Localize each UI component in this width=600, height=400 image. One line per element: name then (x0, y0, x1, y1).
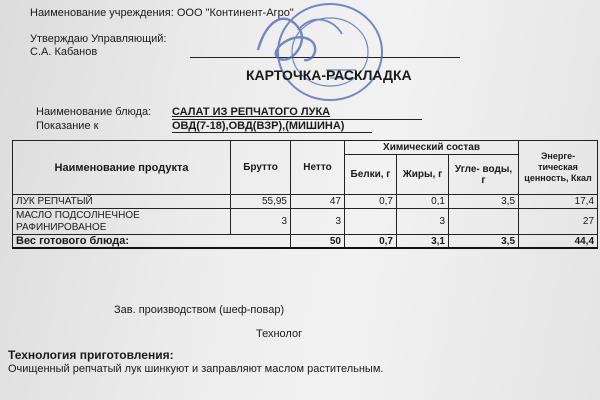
header-chem-composition: Химический состав (345, 141, 519, 155)
technologist-signature-label: Технолог (256, 328, 303, 340)
institution-line (30, 7, 294, 19)
total-energy: 44,4 (519, 235, 598, 249)
total-fat: 3,1 (397, 235, 449, 249)
table-row (13, 209, 598, 235)
institution-name: ООО "Континент-Агро" (176, 7, 294, 19)
row-carbs (449, 209, 519, 235)
row-gross: 55,95 (231, 195, 291, 209)
approver-name: С.А. Кабанов (30, 46, 98, 58)
nutrition-table (12, 140, 598, 249)
header-energy: Энерге- тическая ценность, Ккал (519, 141, 598, 195)
dish-name-label: Наименование блюда: (36, 106, 152, 118)
row-fat: 3 (397, 209, 449, 235)
approve-label: Утверждаю Управляющий: (30, 33, 167, 45)
header-fat: Жиры, г (397, 155, 449, 195)
row-product-line1: МАСЛО ПОДСОЛНЕЧНОЕ (16, 209, 140, 221)
total-net: 50 (291, 235, 345, 249)
total-protein: 0,7 (345, 235, 397, 249)
chef-signature-label: Зав. производством (шеф-повар) (114, 304, 285, 316)
row-protein (345, 209, 397, 235)
row-fat: 0,1 (397, 195, 449, 209)
table-row (13, 195, 598, 209)
indication-label: Показание к (36, 120, 99, 132)
indication-underline (172, 132, 372, 133)
row-carbs: 3,5 (449, 195, 519, 209)
technology-text: Очищенный репчатый лук шинкуют и заправляют маслом растительным. (8, 363, 384, 375)
row-net: 3 (291, 209, 345, 235)
dish-name-value: САЛАТ ИЗ РЕПЧАТОГО ЛУКА (172, 106, 331, 118)
approve-signature-line (190, 57, 460, 58)
technology-heading: Технология приготовления: (8, 348, 174, 362)
header-carbs: Угле- воды, г (449, 155, 519, 195)
row-energy: 27 (519, 209, 598, 235)
row-product (13, 209, 231, 235)
row-product: ЛУК РЕПЧАТЫЙ (13, 195, 231, 209)
document-title: КАРТОЧКА-РАСКЛАДКА (246, 67, 412, 83)
header-protein: Белки, г (345, 155, 397, 195)
indication-value: ОВД(7-18),ОВД(ВЗР),(МИШИНА) (172, 120, 345, 132)
row-protein: 0,7 (345, 195, 397, 209)
total-carbs: 3,5 (449, 235, 519, 249)
row-net: 47 (291, 195, 345, 209)
total-row (13, 235, 598, 249)
header-product: Наименование продукта (13, 141, 231, 195)
row-energy: 17,4 (519, 195, 598, 209)
row-gross: 3 (231, 209, 291, 235)
total-label: Вес готового блюда: (13, 235, 291, 249)
header-gross: Брутто (231, 141, 291, 195)
institution-label: Наименование учреждения: (30, 7, 174, 19)
header-net: Нетто (291, 141, 345, 195)
row-product-line2: РАФИНИРОВАНОЕ (16, 221, 107, 233)
